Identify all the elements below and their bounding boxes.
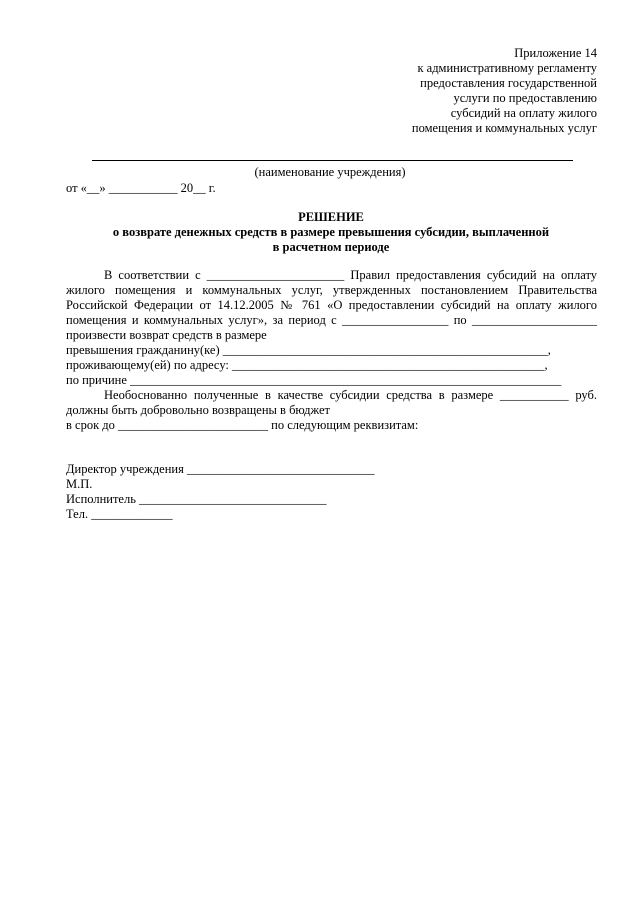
appendix-note	[357, 46, 597, 136]
signature-block	[66, 462, 466, 522]
phone-line: Тел. _____________	[66, 507, 173, 521]
line-address: проживающему(ей) по адресу: __________________________________________________,	[66, 358, 548, 372]
executor-signature-line: Исполнитель ______________________________	[66, 492, 327, 506]
appendix-line: Приложение 14	[514, 46, 597, 60]
date-line: от «__» ___________ 20__ г.	[66, 181, 216, 195]
line-deadline: в срок до ________________________ по следующим реквизитам:	[66, 418, 419, 432]
appendix-line: субсидий на оплату жилого	[450, 106, 597, 120]
line-reason: по причине _____________________________________________________________________	[66, 373, 562, 387]
appendix-line: услуги по предоставлению	[453, 91, 597, 105]
line-citizen: превышения гражданину(ке) ____________________________________________________,	[66, 343, 551, 357]
paragraph-refund: Необоснованно полученные в качестве субсидии средства в размере ___________ руб. должны быть добровольно возвращены в бюджет	[66, 388, 597, 417]
director-signature-line: Директор учреждения ______________________________	[66, 462, 375, 476]
organization-name-line	[92, 160, 573, 161]
appendix-line: предоставления государственной	[420, 76, 597, 90]
document-title	[66, 210, 596, 255]
appendix-line: к административному регламенту	[417, 61, 597, 75]
appendix-line: помещения и коммунальных услуг	[411, 121, 597, 135]
title-subject: о возврате денежных средств в размере превышения субсидии, выплаченной	[112, 225, 550, 239]
document-body	[66, 268, 597, 433]
title-subject-continued: в расчетном периоде	[272, 240, 390, 254]
paragraph-basis: В соответствии с ______________________ Правил предоставления субсидий на оплату жилого помещения и коммунальных услуг, утвержденных постановлением Правительства Российской Федерации от 14.12.2005 № 761 «О предоставлении субсидий на оплату жилого помещения и коммунальных услуг», за период с _________________ по ____________________ произвести возврат средств в размере	[66, 268, 597, 342]
title-heading: РЕШЕНИЕ	[298, 210, 364, 224]
seal-mark: М.П.	[66, 477, 93, 491]
organization-caption: (наименование учреждения)	[254, 165, 406, 179]
